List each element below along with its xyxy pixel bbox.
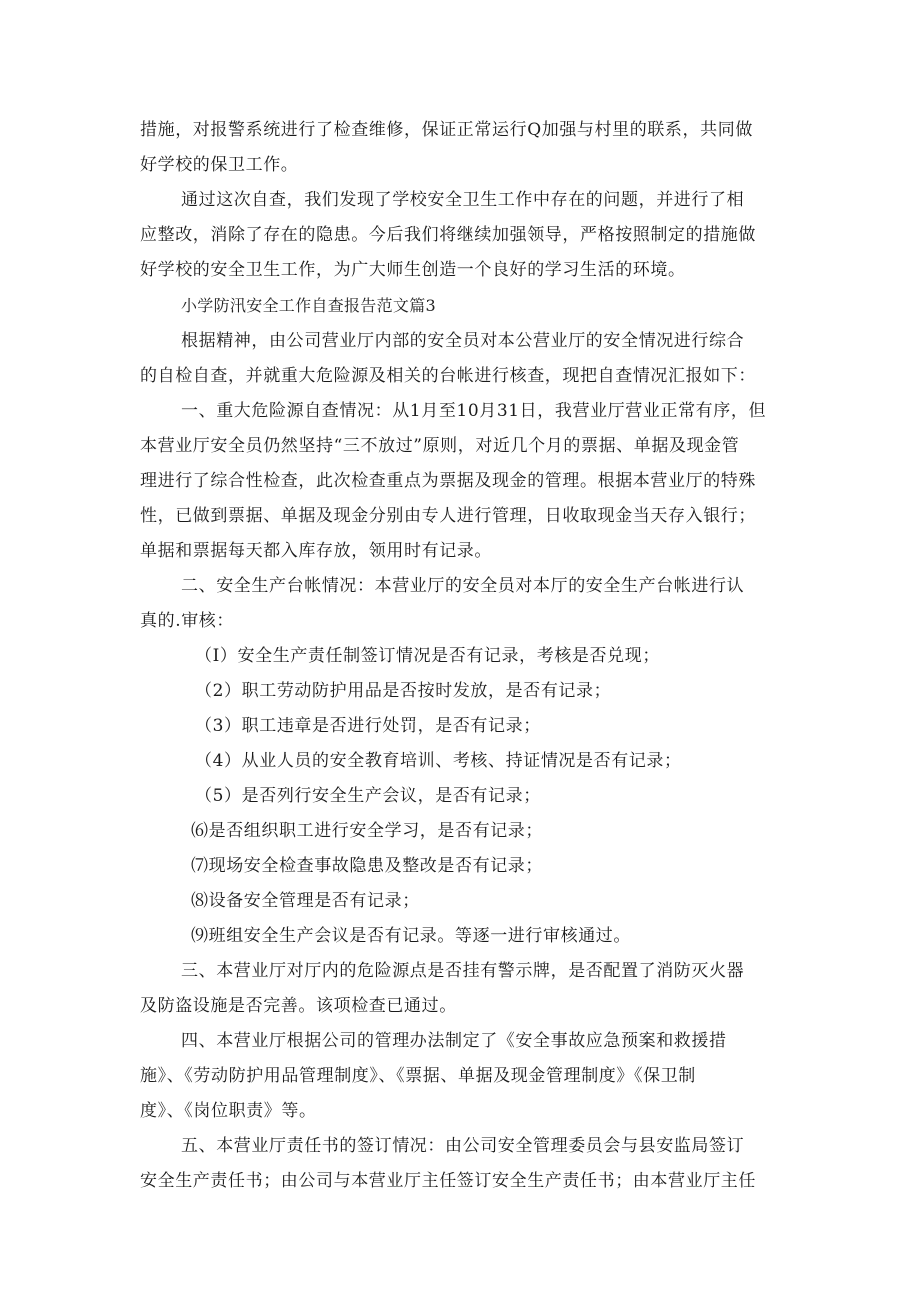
text-line: 一、重大危险源自查情况：从1月至10月31日，我营业厅营业正常有序，但 [181,401,767,421]
section-heading: 小学防汛安全工作自查报告范文篇3 [181,296,436,315]
text-line: 度》、《岗位职责》等。 [140,1101,317,1121]
text-line: 真的.审核： [140,611,235,631]
text-line: 好学校的保卫工作。 [140,155,299,175]
list-item: （3）职工违章是否进行处罚，是否有记录； [195,716,541,736]
list-item: ⑹是否组织职工进行安全学习，是否有记录； [191,821,543,841]
text-line: 措施，对报警系统进行了检查维修，保证正常运行Q加强与村里的联系，共同做 [140,120,753,140]
list-item: （I）安全生产责任制签订情况是否有记录，考核是否兑现； [195,646,660,666]
text-line: 根据精神，由公司营业厅内部的安全员对本公营业厅的安全情况进行综合 [181,331,745,351]
text-line: 性，已做到票据、单据及现金分别由专人进行管理，日收取现金当天存入银行； [140,506,756,526]
text-line: 通过这次自查，我们发现了学校安全卫生工作中存在的问题，并进行了相 [181,190,745,210]
text-line: 安全生产责任书；由公司与本营业厅主任签订安全生产责任书；由本营业厅主任 [140,1171,756,1191]
text-line: 应整改，消除了存在的隐患。今后我们将继续加强领导，严格按照制定的措施做 [140,225,756,245]
text-line: 三、本营业厅对厅内的危险源点是否挂有警示牌，是否配置了消防灭火器 [181,961,745,981]
text-line: 好学校的安全卫生工作，为广大师生创造一个良好的学习生活的环境。 [140,260,686,280]
text-line: 及防盗设施是否完善。该项检查已通过。 [140,996,457,1016]
list-item: （5）是否列行安全生产会议，是否有记录； [195,786,541,806]
list-item: ⑺现场安全检查事故隐患及整改是否有记录； [191,856,543,876]
list-item: ⑼班组安全生产会议是否有记录。等逐一进行审核通过。 [191,926,631,946]
list-item: ⑻设备安全管理是否有记录； [191,891,420,911]
text-line: 二、安全生产台帐情况：本营业厅的安全员对本厅的安全生产台帐进行认 [181,576,745,596]
text-line: 四、本营业厅根据公司的管理办法制定了《安全事故应急预案和救援措 [181,1031,727,1051]
text-line: 五、本营业厅责任书的签订情况：由公司安全管理委员会与县安监局签订 [181,1136,745,1156]
text-line: 理进行了综合性检查，此次检查重点为票据及现金的管理。根据本营业厅的特殊 [140,471,756,491]
text-line: 单据和票据每天都入库存放，领用时有记录。 [140,541,492,561]
text-line: 施》、《劳动防护用品管理制度》、《票据、单据及现金管理制度》《保卫制 [140,1066,696,1086]
text-line: 本营业厅安全员仍然坚持“三不放过”原则，对近几个月的票据、单据及现金管 [140,436,740,456]
list-item: （2）职工劳动防护用品是否按时发放，是否有记录； [195,681,612,701]
text-line: 的自检自查，并就重大危险源及相关的台帐进行核查，现把自查情况汇报如下： [140,366,756,386]
list-item: （4）从业人员的安全教育培训、考核、持证情况是否有记录； [195,751,682,771]
